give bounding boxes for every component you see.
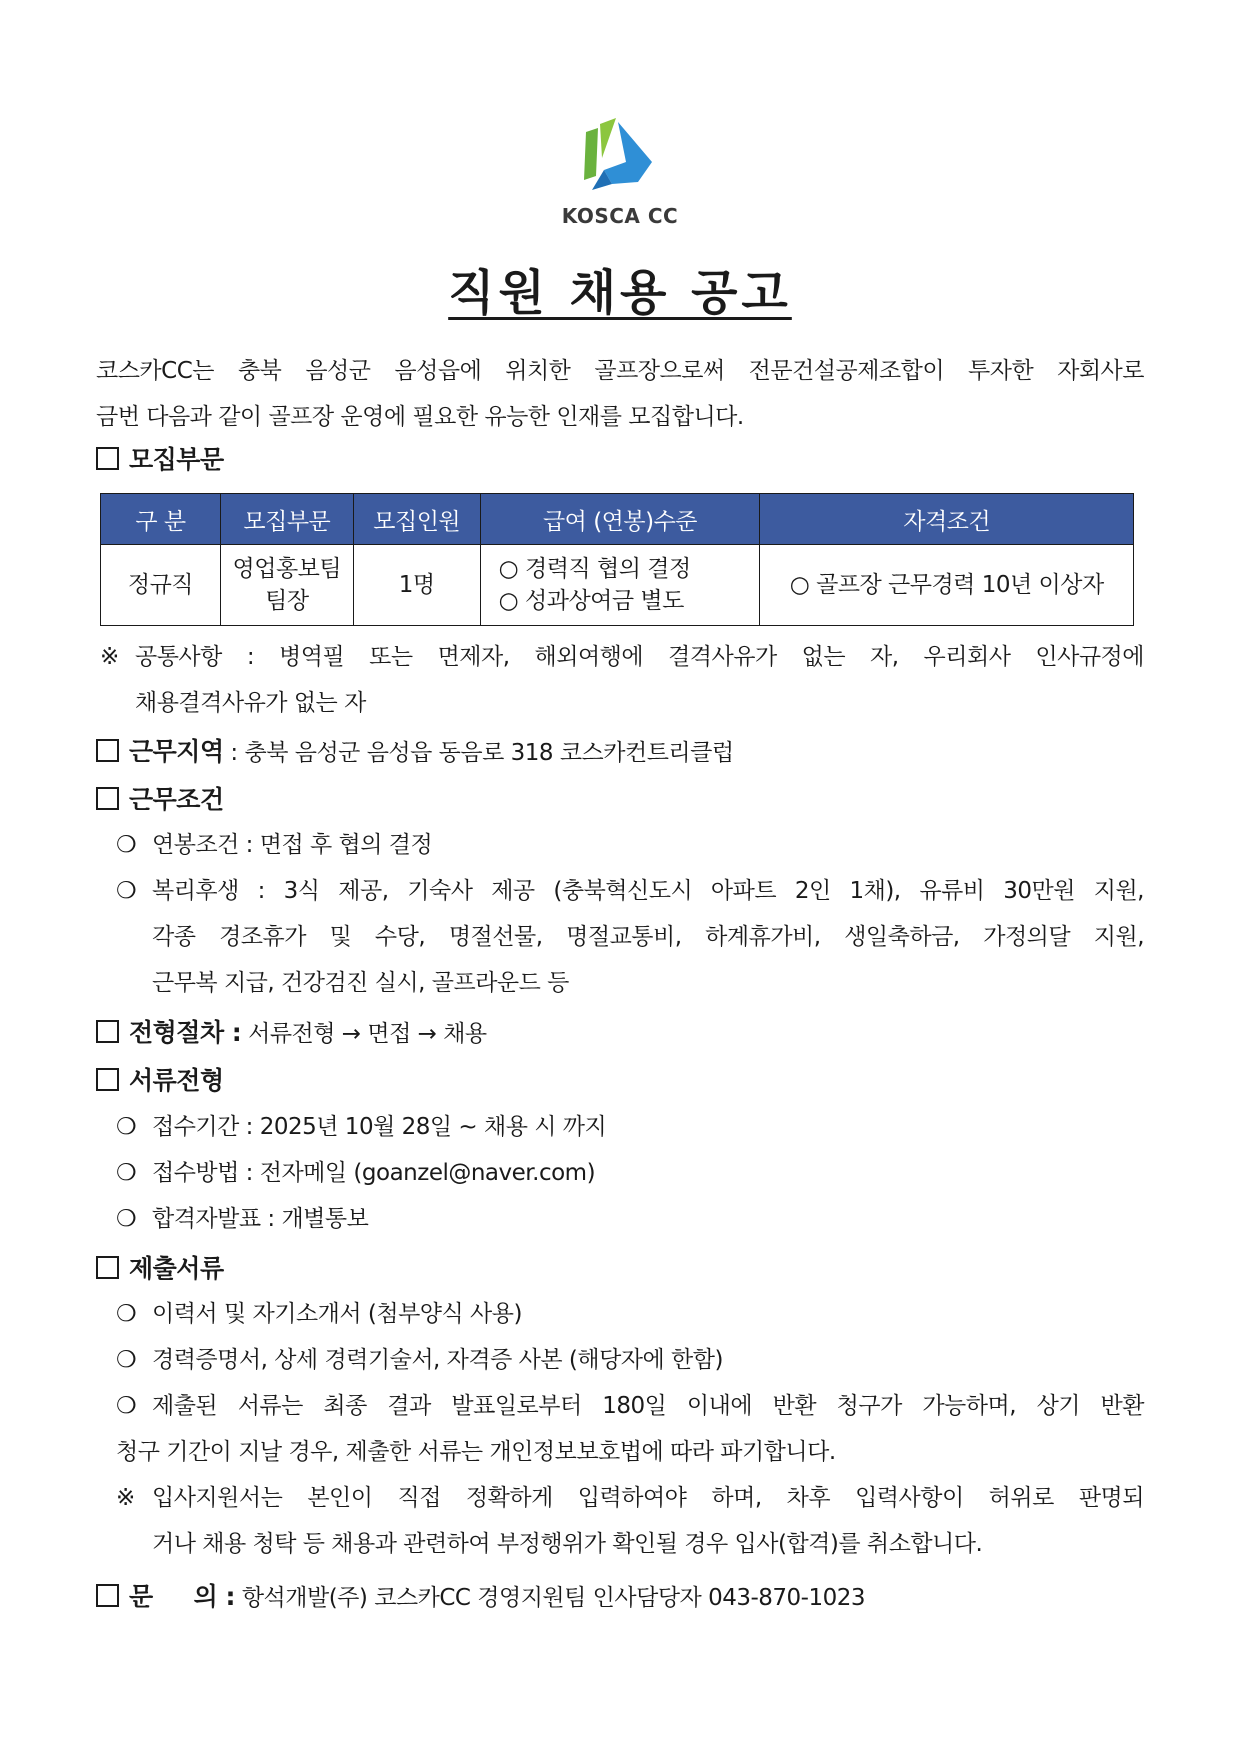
conditions-list	[116, 822, 1144, 1006]
list-item	[116, 1150, 1144, 1196]
documents-return-line-2: 청구 기간이 지날 경우, 제출한 서류는 개인정보보호법에 따라 파기합니다.	[116, 1439, 836, 1465]
table-header-count: 모집인원	[353, 494, 480, 545]
intro-line-1: 코스카CC는 충북 음성군 음성읍에 위치한 골프장으로써 전문건설공제조합이 투자한 자회사로	[96, 358, 1144, 384]
cell-salary	[480, 545, 760, 626]
checkbox-square-icon	[96, 1256, 119, 1279]
positions-table	[100, 493, 1134, 626]
documents-list	[116, 1291, 1144, 1567]
section-recruit	[96, 440, 224, 476]
cell-dept-line-2: 팀장	[265, 588, 309, 614]
list-item	[116, 1291, 1144, 1337]
bullet-circle-icon: ❍	[116, 1393, 137, 1419]
condition-salary: 연봉조건 : 면접 후 협의 결정	[152, 832, 433, 858]
checkbox-square-icon	[96, 1584, 119, 1607]
kosca-logo-icon	[582, 118, 658, 198]
bullet-circle-icon: ❍	[116, 1347, 137, 1373]
table-header-type: 구 분	[101, 494, 221, 545]
section-screening-label: 서류전형	[129, 1066, 224, 1095]
condition-welfare-line-2: 각종 경조휴가 및 수당, 명절선물, 명절교통비, 하계휴가비, 생일축하금, 가정의달 지원,	[152, 924, 1144, 950]
section-conditions-label: 근무조건	[129, 785, 224, 814]
table-header-row	[101, 494, 1134, 545]
list-item	[116, 1475, 1144, 1521]
bullet-circle-icon: ❍	[116, 878, 137, 904]
list-item	[116, 1104, 1144, 1150]
screening-period: 접수기간 : 2025년 10월 28일 ~ 채용 시 까지	[152, 1114, 607, 1140]
screening-list	[116, 1104, 1144, 1242]
common-note-line-1: 공통사항 : 병역필 또는 면제자, 해외여행에 결격사유가 없는 자, 우리회사 인사규정에	[135, 644, 1144, 670]
cell-count: 1명	[353, 545, 480, 626]
bullet-circle-icon: ❍	[116, 1114, 137, 1140]
kosca-logo	[560, 118, 680, 238]
cell-dept	[220, 545, 353, 626]
section-documents	[96, 1249, 224, 1285]
section-location-label: 근무지역	[129, 737, 224, 766]
note-mark: ※	[116, 1485, 135, 1511]
section-contact	[96, 1577, 865, 1613]
page-title-text: 직원 채용 공고	[448, 265, 792, 321]
cell-qualification: ○ 골프장 근무경력 10년 이상자	[760, 545, 1134, 626]
list-item	[116, 822, 1144, 868]
documents-warning-line-1: 입사지원서는 본인이 직접 정확하게 입력하여야 하며, 차후 입력사항이 허위로 판명되	[152, 1485, 1144, 1511]
section-screening	[96, 1061, 224, 1097]
documents-resume: 이력서 및 자기소개서 (첨부양식 사용)	[152, 1301, 522, 1327]
checkbox-square-icon	[96, 447, 119, 470]
intro-line-2: 금번 다음과 같이 골프장 운영에 필요한 유능한 인재를 모집합니다.	[96, 404, 744, 430]
documents-return-line-1: 제출된 서류는 최종 결과 발표일로부터 180일 이내에 반환 청구가 가능하며, 상기 반환	[152, 1393, 1144, 1419]
cell-salary-line-2: ○ 성과상여금 별도	[498, 588, 684, 614]
screening-method: 접수방법 : 전자메일 (goanzel@naver.com)	[152, 1160, 596, 1186]
condition-welfare-line-1: 복리후생 : 3식 제공, 기숙사 제공 (충북혁신도시 아파트 2인 1채), 유류비 30만원 지원,	[152, 878, 1144, 904]
section-location	[96, 732, 734, 768]
bullet-circle-icon: ❍	[116, 1160, 137, 1186]
table-header-qualification: 자격조건	[760, 494, 1134, 545]
cell-salary-line-1: ○ 경력직 협의 결정	[498, 556, 691, 582]
section-contact-label: 문 의 :	[129, 1582, 236, 1611]
common-note-line-2: 채용결격사유가 없는 자	[135, 690, 366, 716]
section-location-value: : 충북 음성군 음성읍 동음로 318 코스카컨트리클럽	[223, 740, 734, 766]
condition-welfare-line-3: 근무복 지급, 건강검진 실시, 골프라운드 등	[152, 970, 569, 996]
section-process-label: 전형절차 :	[129, 1018, 242, 1047]
list-item	[116, 1196, 1144, 1242]
checkbox-square-icon	[96, 1020, 119, 1043]
table-header-salary: 급여 (연봉)수준	[480, 494, 760, 545]
cell-type: 정규직	[101, 545, 221, 626]
section-process	[96, 1013, 487, 1049]
list-item	[116, 1383, 1144, 1429]
checkbox-square-icon	[96, 739, 119, 762]
documents-warning-line-2: 거나 채용 청탁 등 채용과 관련하여 부정행위가 확인될 경우 입사(합격)를 취소합니다.	[152, 1531, 983, 1557]
note-mark: ※	[100, 644, 119, 670]
section-process-value: 서류전형 → 면접 → 채용	[241, 1021, 487, 1047]
table-header-dept: 모집부문	[220, 494, 353, 545]
logo-text: KOSCA CC	[561, 204, 679, 228]
bullet-circle-icon: ❍	[116, 1206, 137, 1232]
checkbox-square-icon	[96, 1068, 119, 1091]
section-recruit-label: 모집부문	[129, 445, 224, 474]
screening-announce: 합격자발표 : 개별통보	[152, 1206, 369, 1232]
bullet-circle-icon: ❍	[116, 1301, 137, 1327]
section-documents-label: 제출서류	[129, 1254, 224, 1283]
bullet-circle-icon: ❍	[116, 832, 137, 858]
common-note	[100, 634, 1144, 726]
section-contact-value: 항석개발(주) 코스카CC 경영지원팀 인사담당자 043-870-1023	[235, 1585, 866, 1611]
intro-paragraph	[96, 348, 1144, 440]
table-row	[101, 545, 1134, 626]
list-item	[116, 868, 1144, 914]
checkbox-square-icon	[96, 787, 119, 810]
cell-dept-line-1: 영업홍보팀	[232, 556, 342, 582]
documents-certificates: 경력증명서, 상세 경력기술서, 자격증 사본 (해당자에 한함)	[152, 1347, 723, 1373]
list-item	[116, 1337, 1144, 1383]
page-title	[0, 254, 1240, 323]
section-conditions	[96, 780, 224, 816]
